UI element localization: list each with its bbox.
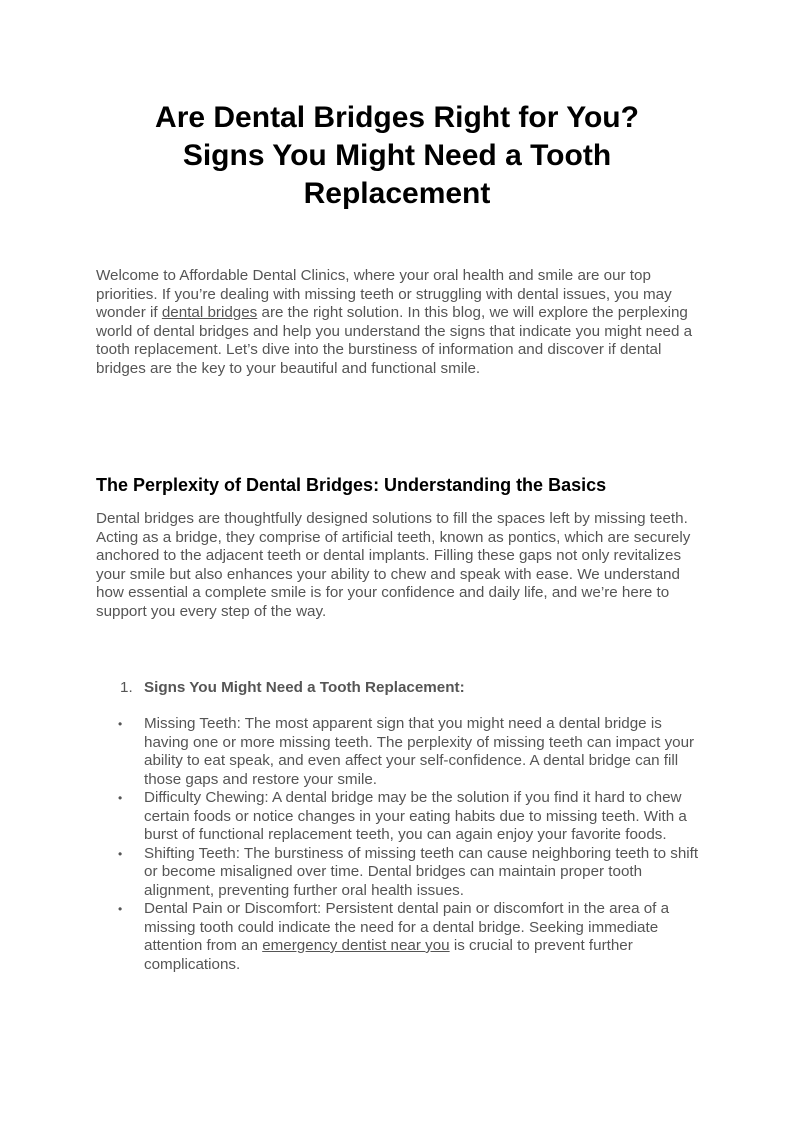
dental-bridges-link[interactable]: dental bridges [161, 304, 258, 321]
section-heading: The Perplexity of Dental Bridges: Understanding the Basics [96, 475, 607, 495]
bullet-text-end: is crucial to prevent further complications. [144, 937, 633, 973]
title-line-1: Are Dental Bridges Right for You? [155, 101, 639, 134]
bullet-missing-teeth [96, 715, 708, 789]
bullet-difficulty-chewing [96, 789, 708, 845]
bullet-icon: • [118, 717, 123, 731]
emergency-dentist-link[interactable]: emergency dentist near you [262, 937, 450, 954]
list-number: 1. [120, 679, 133, 696]
bullet-icon: • [118, 902, 123, 916]
title-line-3: Replacement [303, 177, 491, 210]
section-paragraph: Dental bridges are thoughtfully designed solutions to fill the spaces left by missing teeth. Acting as a bridge, they comprise of artificial teeth, known as pontics, which are securely anchored to the adjacent teeth or dental implants. Filling these gaps not only revitalizes your smile but also enhances your ability to chew and speak with ease. We understand how essential a complete smile is for your confidence and daily life, and we’re here to support you every step of the way. [96, 510, 691, 620]
intro-text-end: are the right solution. In this blog, we will explore the perplexing world of dental bridges and help you understand the signs that indicate you might need a tooth replacement. Let’s dive into the burstiness of information and discover if dental bridges are the key to your beautiful and functional smile. [96, 304, 693, 377]
title-line-2: Signs You Might Need a Tooth [182, 139, 612, 172]
bullet-icon: • [118, 846, 123, 861]
list-item-label: Signs You Might Need a Tooth Replacement: [144, 679, 465, 696]
bullet-text: Shifting Teeth: The burstiness of missing teeth can cause neighboring teeth to shift or become misaligned over time. Dental bridges can maintain proper tooth alignment, preventing further oral health issues. [144, 844, 699, 899]
bullet-text: Missing Teeth: The most apparent sign that you might need a dental bridge is having one or more missing teeth. The perplexity of missing teeth can impact your ability to eat speak, and even affect your self-confidence. A dental bridge can fill those gaps and restore your smile. [144, 715, 695, 788]
bullet-text: Difficulty Chewing: A dental bridge may be the solution if you find it hard to chew certain foods or notice changes in your eating habits due to missing teeth. With a burst of functional replacement teeth, you can again enjoy your favorite foods. [144, 789, 687, 843]
bullet-icon: • [118, 791, 123, 805]
numbered-list-item [120, 679, 465, 698]
signs-bullet-list [96, 715, 708, 974]
intro-text-start: Welcome to Affordable Dental Clinics, where your oral health and smile are our top priorities. If you’re dealing with missing teeth or struggling with dental issues, you may wonder if [96, 267, 672, 321]
bullet-shifting-teeth [96, 845, 708, 901]
intro-paragraph [96, 267, 708, 378]
bullet-text-start: Dental Pain or Discomfort: Persistent dental pain or discomfort in the area of a missing tooth could indicate the need for a dental bridge. Seeking immediate attention from an [144, 900, 670, 954]
bullet-dental-pain [96, 900, 708, 974]
page-title [96, 99, 698, 213]
